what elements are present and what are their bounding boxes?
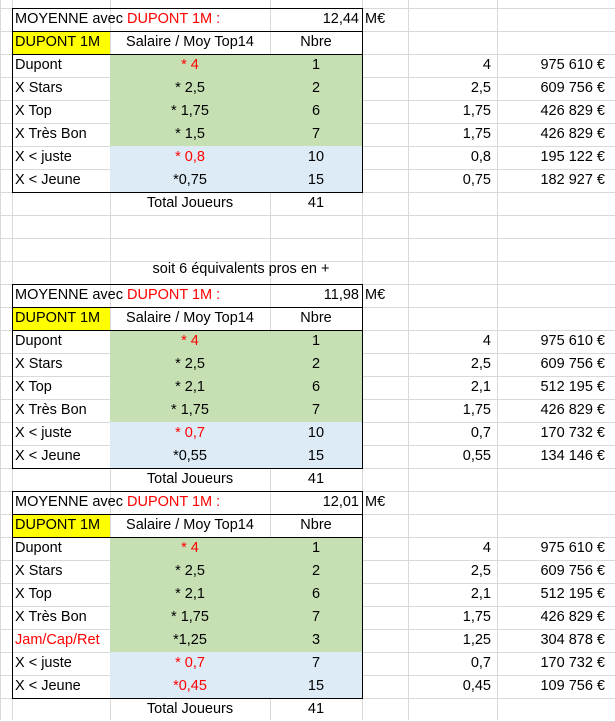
total-value[interactable]: 41 (307, 195, 325, 211)
average-value[interactable]: 11,98 (323, 287, 359, 303)
block-title[interactable] (12, 284, 232, 307)
header-salary[interactable]: Salaire / Moy Top14 (126, 310, 254, 326)
row-right-multiplier[interactable]: 4 (482, 333, 491, 349)
title-text: MOYENNE avec (15, 494, 127, 510)
row-label[interactable]: Jam/Cap/Ret (15, 632, 100, 648)
row-salary[interactable]: 170 732 € (540, 425, 605, 441)
row-label[interactable]: Dupont (15, 333, 62, 349)
table-border (12, 8, 363, 9)
row-label[interactable]: X Top (15, 379, 52, 395)
row-multiplier[interactable]: * 2,1 (175, 586, 205, 602)
row-multiplier[interactable]: * 1,75 (171, 402, 209, 418)
table-border (12, 468, 363, 469)
total-label[interactable]: Total Joueurs (146, 701, 234, 717)
row-salary[interactable]: 426 829 € (540, 103, 605, 119)
row-label[interactable]: X Stars (15, 356, 63, 372)
row-count[interactable]: 6 (311, 103, 321, 119)
block-title[interactable] (12, 8, 232, 31)
row-right-multiplier[interactable]: 1,75 (462, 103, 491, 119)
row-multiplier[interactable]: * 1,5 (175, 126, 205, 142)
row-right-multiplier[interactable]: 1,75 (462, 609, 491, 625)
row-salary[interactable]: 426 829 € (540, 402, 605, 418)
row-multiplier[interactable]: *0,75 (173, 172, 207, 188)
row-count[interactable]: 15 (307, 678, 325, 694)
row-right-multiplier[interactable]: 4 (482, 57, 491, 73)
row-right-multiplier[interactable]: 0,55 (462, 448, 491, 464)
row-multiplier[interactable]: * 1,75 (171, 103, 209, 119)
row-count[interactable]: 1 (311, 57, 321, 73)
row-salary[interactable]: 975 610 € (540, 57, 605, 73)
row-multiplier[interactable]: * 2,5 (175, 356, 205, 372)
table-border (12, 491, 13, 698)
row-right-multiplier[interactable]: 4 (482, 540, 491, 556)
row-label[interactable]: X < juste (15, 425, 72, 441)
row-count[interactable]: 6 (311, 379, 321, 395)
header-dupont[interactable]: DUPONT 1M (15, 34, 101, 50)
row-salary[interactable]: 609 756 € (540, 563, 605, 579)
row-multiplier[interactable]: * 0,8 (175, 149, 205, 165)
total-value[interactable]: 41 (307, 701, 325, 717)
row-salary[interactable]: 182 927 € (540, 172, 605, 188)
table-border (362, 491, 363, 698)
table-border (12, 537, 363, 538)
row-salary[interactable]: 512 195 € (540, 379, 605, 395)
row-multiplier[interactable]: * 4 (181, 540, 199, 556)
gridline-v (0, 0, 1, 720)
row-label[interactable]: X Stars (15, 563, 63, 579)
table-border (12, 54, 363, 55)
header-dupont[interactable]: DUPONT 1M (15, 310, 101, 326)
row-multiplier[interactable]: * 1,75 (171, 609, 209, 625)
header-count[interactable]: Nbre (300, 34, 332, 50)
row-count[interactable]: 2 (311, 356, 321, 372)
table-border (12, 8, 13, 192)
row-right-multiplier[interactable]: 2,5 (470, 356, 491, 372)
row-right-multiplier[interactable]: 2,1 (470, 379, 491, 395)
total-label[interactable]: Total Joueurs (146, 471, 234, 487)
row-label[interactable]: X < Jeune (15, 678, 81, 694)
row-salary[interactable]: 109 756 € (540, 678, 605, 694)
average-unit[interactable]: M€ (365, 287, 386, 303)
row-label[interactable]: Dupont (15, 540, 62, 556)
row-multiplier[interactable]: *0,45 (173, 678, 207, 694)
table-border (12, 31, 363, 32)
row-count[interactable]: 7 (311, 609, 321, 625)
row-right-multiplier[interactable]: 1,75 (462, 402, 491, 418)
row-label[interactable]: X < juste (15, 655, 72, 671)
table-border (12, 284, 363, 285)
header-dupont[interactable]: DUPONT 1M (15, 517, 101, 533)
row-label[interactable]: X < Jeune (15, 448, 81, 464)
row-salary[interactable]: 304 878 € (540, 632, 605, 648)
row-right-multiplier[interactable]: 2,1 (470, 586, 491, 602)
row-label[interactable]: X Très Bon (15, 609, 87, 625)
row-count[interactable]: 7 (311, 402, 321, 418)
gridline-h (0, 215, 615, 216)
table-border (362, 284, 363, 468)
row-multiplier[interactable]: * 0,7 (175, 425, 205, 441)
row-right-multiplier[interactable]: 2,5 (470, 563, 491, 579)
table-border (12, 514, 363, 515)
row-salary[interactable]: 426 829 € (540, 126, 605, 142)
row-salary[interactable]: 512 195 € (540, 586, 605, 602)
row-right-multiplier[interactable]: 2,5 (470, 80, 491, 96)
title-highlight: DUPONT 1M : (127, 11, 221, 27)
row-count[interactable]: 15 (307, 448, 325, 464)
row-salary[interactable]: 195 122 € (540, 149, 605, 165)
header-count[interactable]: Nbre (300, 310, 332, 326)
row-multiplier[interactable]: *0,55 (173, 448, 207, 464)
table-border (12, 192, 363, 193)
row-label[interactable]: X Top (15, 586, 52, 602)
row-right-multiplier[interactable]: 1,75 (462, 126, 491, 142)
row-count[interactable]: 2 (311, 80, 321, 96)
row-count[interactable]: 6 (311, 586, 321, 602)
total-value[interactable]: 41 (307, 471, 325, 487)
title-text: MOYENNE avec (15, 11, 127, 27)
row-count[interactable]: 7 (311, 126, 321, 142)
row-label[interactable]: Dupont (15, 57, 62, 73)
row-count[interactable]: 10 (307, 425, 325, 441)
row-count[interactable]: 1 (311, 333, 321, 349)
row-right-multiplier[interactable]: 0,7 (470, 655, 491, 671)
row-label[interactable]: X Top (15, 103, 52, 119)
table-border (12, 307, 363, 308)
title-text: MOYENNE avec (15, 287, 127, 303)
table-border (362, 8, 363, 192)
note-text[interactable]: soit 6 équivalents pros en + (152, 261, 330, 277)
average-value[interactable]: 12,01 (322, 494, 359, 510)
row-multiplier[interactable]: * 2,5 (175, 80, 205, 96)
row-multiplier[interactable]: *1,25 (173, 632, 207, 648)
row-multiplier[interactable]: * 2,1 (175, 379, 205, 395)
row-count[interactable]: 15 (307, 172, 325, 188)
row-salary[interactable]: 975 610 € (540, 540, 605, 556)
row-label[interactable]: X < juste (15, 149, 72, 165)
row-count[interactable]: 2 (311, 563, 321, 579)
table-border (12, 491, 363, 492)
row-count[interactable]: 1 (311, 540, 321, 556)
row-label[interactable]: X Très Bon (15, 402, 87, 418)
total-label[interactable]: Total Joueurs (146, 195, 234, 211)
title-highlight: DUPONT 1M : (127, 287, 221, 303)
header-count[interactable]: Nbre (300, 517, 332, 533)
average-unit[interactable]: M€ (365, 494, 386, 510)
row-salary[interactable]: 170 732 € (540, 655, 605, 671)
row-label[interactable]: X Très Bon (15, 126, 87, 142)
row-multiplier[interactable]: * 4 (181, 333, 199, 349)
table-border (12, 330, 363, 331)
row-count[interactable]: 3 (311, 632, 321, 648)
row-right-multiplier[interactable]: 0,45 (462, 678, 491, 694)
block-title[interactable] (12, 491, 232, 514)
average-unit[interactable]: M€ (365, 11, 386, 27)
row-right-multiplier[interactable]: 0,8 (470, 149, 491, 165)
row-salary[interactable]: 134 146 € (540, 448, 605, 464)
row-label[interactable]: X < Jeune (15, 172, 81, 188)
row-count[interactable]: 10 (307, 149, 325, 165)
row-label[interactable]: X Stars (15, 80, 63, 96)
header-salary[interactable]: Salaire / Moy Top14 (126, 517, 254, 533)
row-salary[interactable]: 975 610 € (540, 333, 605, 349)
row-multiplier[interactable]: * 0,7 (175, 655, 205, 671)
row-right-multiplier[interactable]: 0,75 (462, 172, 491, 188)
row-multiplier[interactable]: * 4 (181, 57, 199, 73)
table-border (12, 698, 363, 699)
row-salary[interactable]: 609 756 € (540, 356, 605, 372)
table-border (12, 284, 13, 468)
row-salary[interactable]: 426 829 € (540, 609, 605, 625)
gridline-h (0, 238, 615, 239)
row-count[interactable]: 7 (311, 655, 321, 671)
header-salary[interactable]: Salaire / Moy Top14 (126, 34, 254, 50)
average-value[interactable]: 12,44 (322, 11, 359, 27)
row-salary[interactable]: 609 756 € (540, 80, 605, 96)
row-right-multiplier[interactable]: 0,7 (470, 425, 491, 441)
title-highlight: DUPONT 1M : (127, 494, 221, 510)
row-right-multiplier[interactable]: 1,25 (462, 632, 491, 648)
row-multiplier[interactable]: * 2,5 (175, 563, 205, 579)
